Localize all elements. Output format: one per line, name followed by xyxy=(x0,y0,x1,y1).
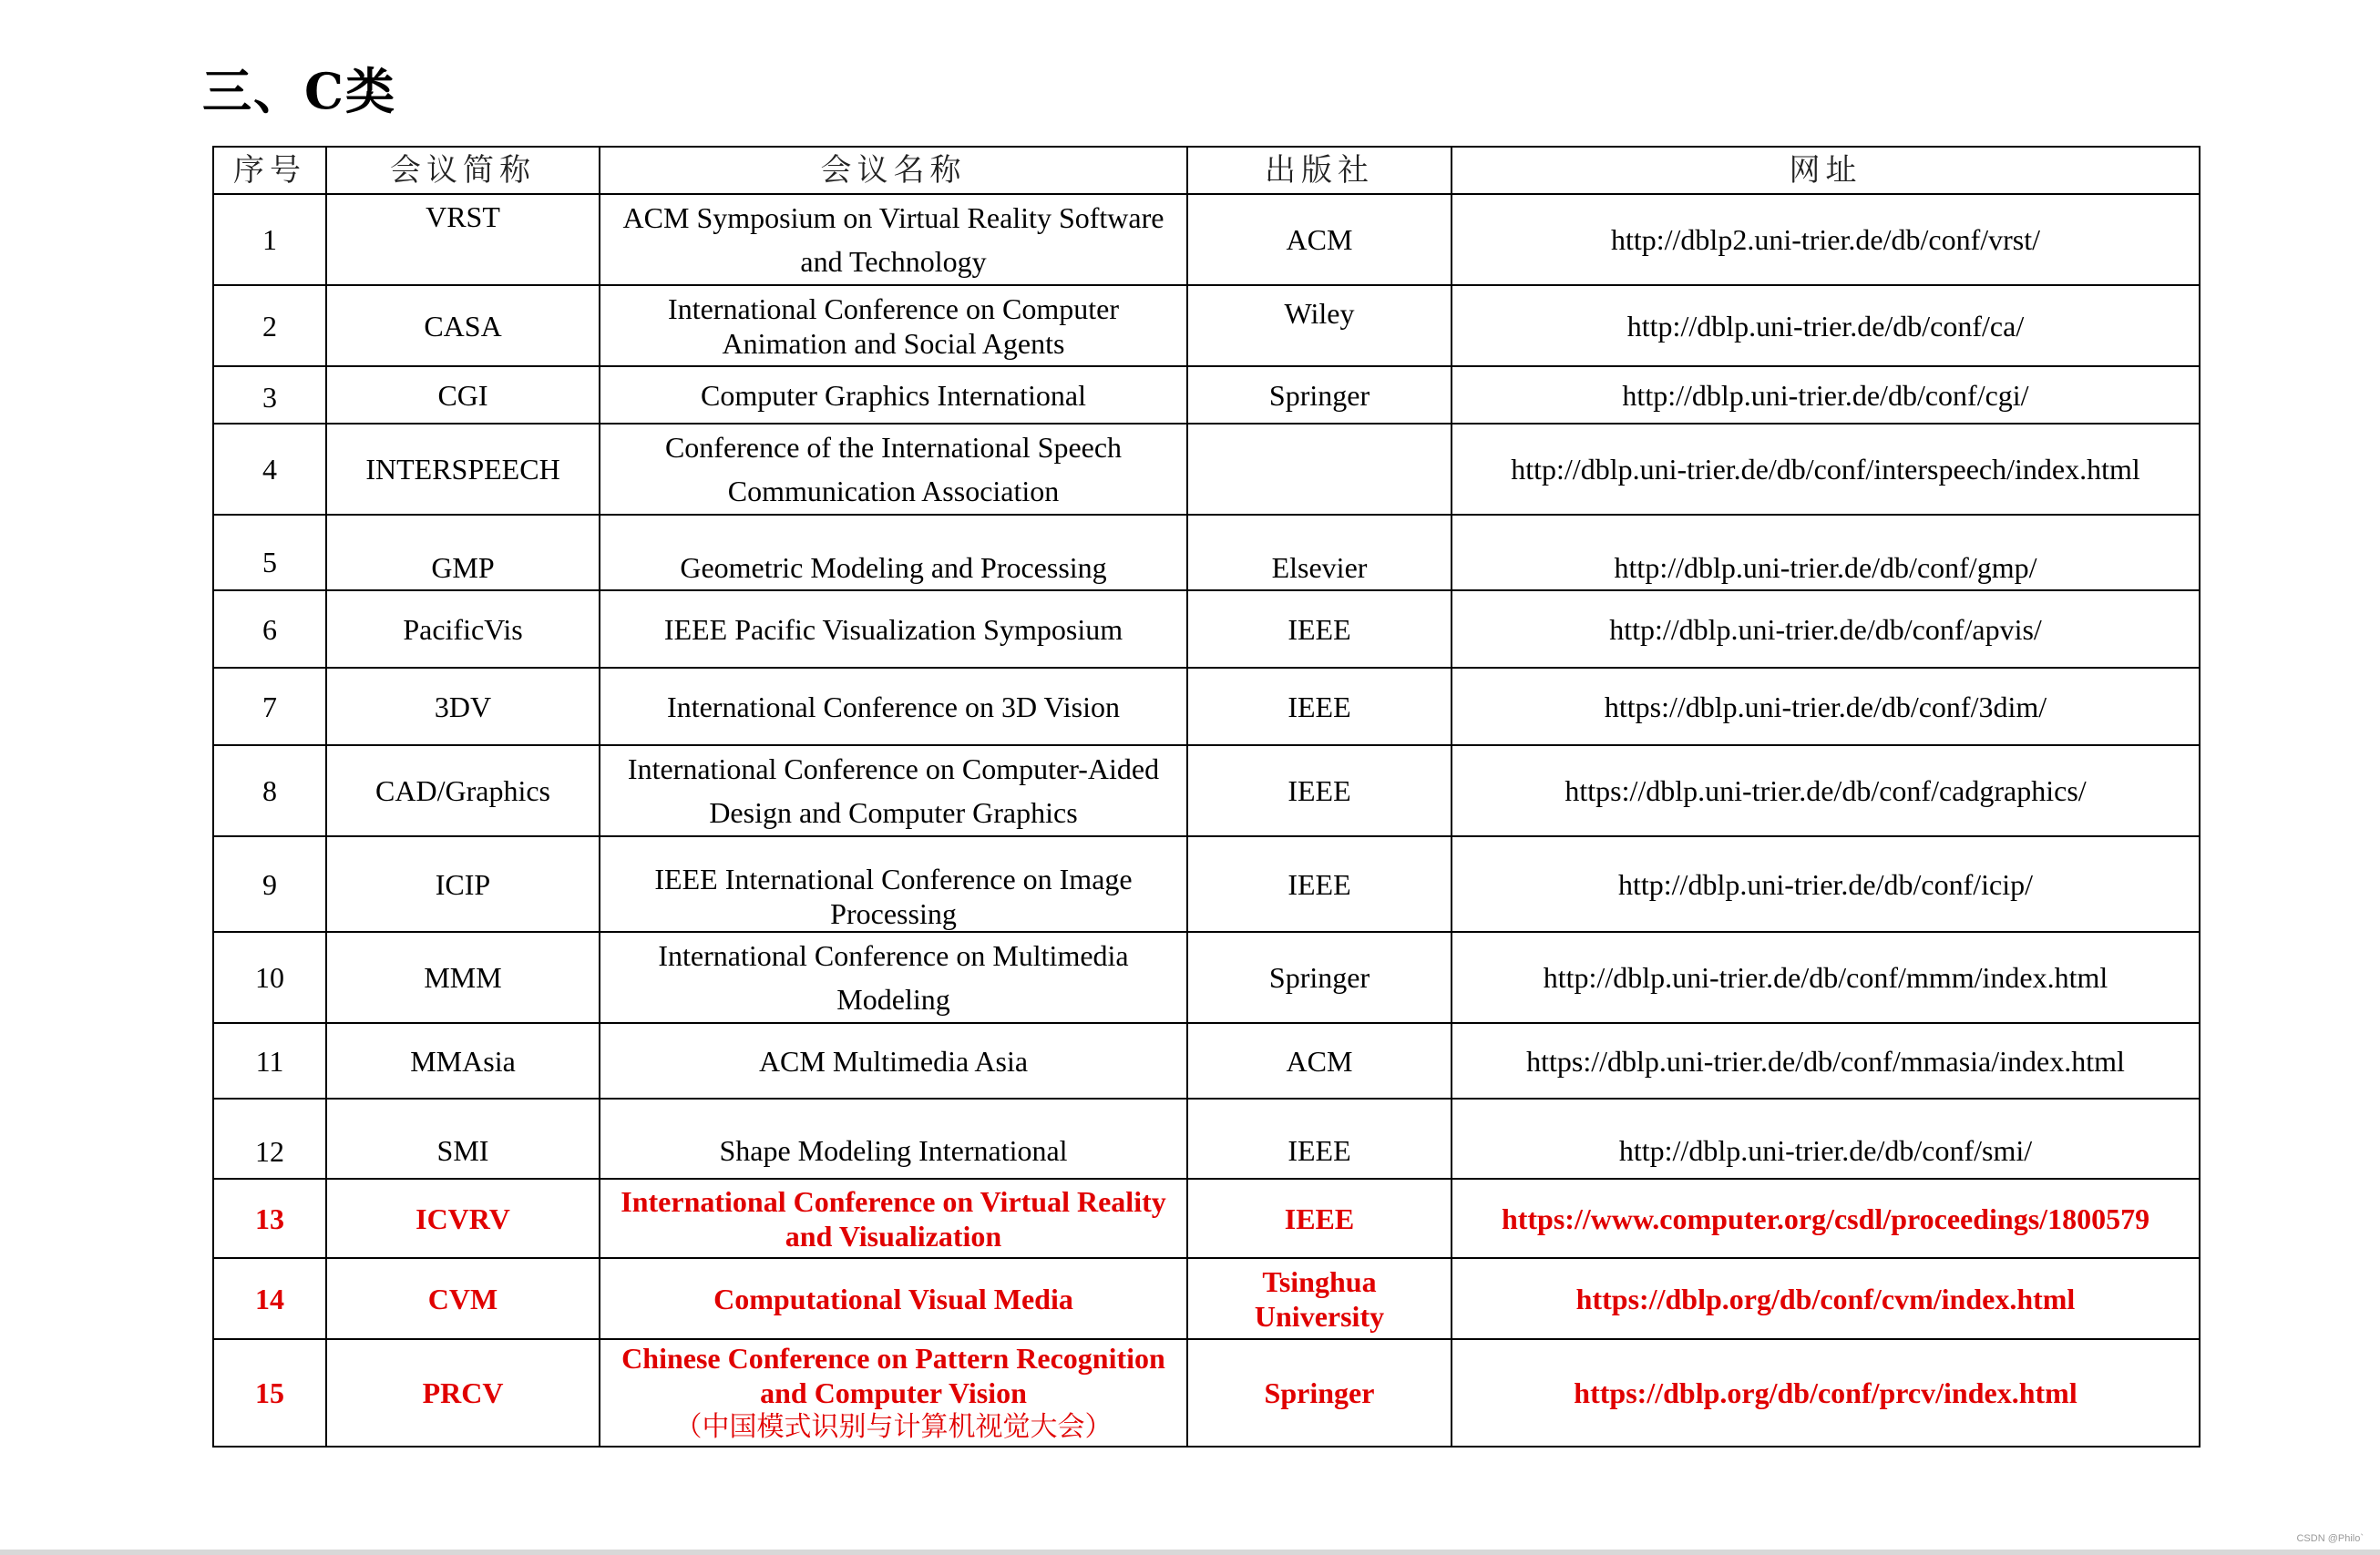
cell-name: ACM Multimedia Asia xyxy=(600,1023,1187,1099)
cell-name: International Conference on Computer Animation and Social Agents xyxy=(600,285,1187,366)
cell-abbr: MMM xyxy=(326,932,600,1023)
cell-index: 8 xyxy=(213,745,326,836)
cell-abbr: CAD/Graphics xyxy=(326,745,600,836)
header-name: 会议名称 xyxy=(600,147,1187,194)
cell-name: International Conference on Multimedia Modeling xyxy=(600,932,1187,1023)
cell-index: 7 xyxy=(213,668,326,745)
cell-url[interactable]: http://dblp.uni-trier.de/db/conf/apvis/ xyxy=(1452,590,2200,668)
cell-index: 13 xyxy=(213,1179,326,1258)
cell-index: 9 xyxy=(213,836,326,932)
cell-publisher: Elsevier xyxy=(1187,515,1452,590)
cell-abbr: SMI xyxy=(326,1099,600,1179)
cell-abbr: 3DV xyxy=(326,668,600,745)
watermark: CSDN @Philo` xyxy=(2296,1533,2364,1544)
cell-abbr: CGI xyxy=(326,366,600,424)
cell-url[interactable]: http://dblp.uni-trier.de/db/conf/mmm/index.html xyxy=(1452,932,2200,1023)
table-row xyxy=(213,424,2200,515)
cell-url[interactable]: https://dblp.uni-trier.de/db/conf/mmasia/index.html xyxy=(1452,1023,2200,1099)
cell-name: IEEE Pacific Visualization Symposium xyxy=(600,590,1187,668)
table-row xyxy=(213,590,2200,668)
cell-index: 4 xyxy=(213,424,326,515)
cell-publisher: IEEE xyxy=(1187,1179,1452,1258)
cell-name: Computer Graphics International xyxy=(600,366,1187,424)
cell-index: 1 xyxy=(213,194,326,285)
cell-name: Shape Modeling International xyxy=(600,1099,1187,1179)
cell-name: International Conference on 3D Vision xyxy=(600,668,1187,745)
cell-url[interactable]: http://dblp.uni-trier.de/db/conf/smi/ xyxy=(1452,1099,2200,1179)
table-row xyxy=(213,285,2200,366)
header-url: 网址 xyxy=(1452,147,2200,194)
cell-abbr: VRST xyxy=(326,194,600,285)
table-row xyxy=(213,668,2200,745)
cell-url[interactable]: https://dblp.uni-trier.de/db/conf/3dim/ xyxy=(1452,668,2200,745)
cell-url[interactable]: http://dblp.uni-trier.de/db/conf/interspeech/index.html xyxy=(1452,424,2200,515)
cell-url[interactable]: http://dblp.uni-trier.de/db/conf/icip/ xyxy=(1452,836,2200,932)
cell-name: Computational Visual Media xyxy=(600,1258,1187,1339)
cell-index: 11 xyxy=(213,1023,326,1099)
cell-url[interactable]: http://dblp.uni-trier.de/db/conf/cgi/ xyxy=(1452,366,2200,424)
table-row xyxy=(213,1023,2200,1099)
cell-name: Geometric Modeling and Processing xyxy=(600,515,1187,590)
table-row-highlighted xyxy=(213,1179,2200,1258)
table-row xyxy=(213,932,2200,1023)
cell-name-cn: （中国模式识别与计算机视觉大会） xyxy=(674,1411,1113,1443)
table-row xyxy=(213,515,2200,590)
table-row xyxy=(213,1099,2200,1179)
table-row xyxy=(213,745,2200,836)
cell-publisher xyxy=(1187,424,1452,515)
header-publisher: 出版社 xyxy=(1187,147,1452,194)
cell-url[interactable]: https://dblp.org/db/conf/cvm/index.html xyxy=(1452,1258,2200,1339)
cell-publisher: Tsinghua University xyxy=(1187,1258,1452,1339)
cell-publisher: IEEE xyxy=(1187,836,1452,932)
table-row-highlighted xyxy=(213,1258,2200,1339)
cell-url[interactable]: http://dblp.uni-trier.de/db/conf/ca/ xyxy=(1452,285,2200,366)
section-heading: 三、C类 xyxy=(202,62,396,120)
cell-abbr: MMAsia xyxy=(326,1023,600,1099)
cell-name: International Conference on Computer-Aided Design and Computer Graphics xyxy=(600,745,1187,836)
conference-table xyxy=(212,146,2200,1448)
page-bottom-bar xyxy=(0,1550,2380,1555)
cell-abbr: GMP xyxy=(326,515,600,590)
cell-url[interactable]: https://www.computer.org/csdl/proceedings/1800579 xyxy=(1452,1179,2200,1258)
table-row xyxy=(213,836,2200,932)
cell-publisher: Springer xyxy=(1187,932,1452,1023)
cell-index: 2 xyxy=(213,285,326,366)
cell-index: 14 xyxy=(213,1258,326,1339)
header-index: 序号 xyxy=(213,147,326,194)
cell-url[interactable]: https://dblp.uni-trier.de/db/conf/cadgraphics/ xyxy=(1452,745,2200,836)
header-abbr: 会议简称 xyxy=(326,147,600,194)
cell-index: 10 xyxy=(213,932,326,1023)
cell-publisher: IEEE xyxy=(1187,745,1452,836)
cell-publisher: Springer xyxy=(1187,366,1452,424)
cell-name xyxy=(600,1339,1187,1447)
cell-abbr: PRCV xyxy=(326,1339,600,1447)
cell-name: ACM Symposium on Virtual Reality Software and Technology xyxy=(600,194,1187,285)
cell-publisher: IEEE xyxy=(1187,668,1452,745)
cell-name-en: Chinese Conference on Pattern Recognition and Computer Vision xyxy=(621,1342,1165,1409)
cell-abbr: CVM xyxy=(326,1258,600,1339)
cell-index: 15 xyxy=(213,1339,326,1447)
cell-index: 12 xyxy=(213,1099,326,1179)
cell-url[interactable]: http://dblp.uni-trier.de/db/conf/gmp/ xyxy=(1452,515,2200,590)
cell-abbr: INTERSPEECH xyxy=(326,424,600,515)
cell-name: International Conference on Virtual Reality and Visualization xyxy=(600,1179,1187,1258)
cell-url[interactable]: http://dblp2.uni-trier.de/db/conf/vrst/ xyxy=(1452,194,2200,285)
cell-publisher: ACM xyxy=(1187,1023,1452,1099)
cell-abbr: CASA xyxy=(326,285,600,366)
cell-index: 3 xyxy=(213,366,326,424)
table-header-row xyxy=(213,147,2200,194)
table-row xyxy=(213,366,2200,424)
cell-publisher: ACM xyxy=(1187,194,1452,285)
cell-publisher: Wiley xyxy=(1187,285,1452,366)
cell-publisher: IEEE xyxy=(1187,590,1452,668)
cell-publisher: Springer xyxy=(1187,1339,1452,1447)
cell-name: Conference of the International Speech Communication Association xyxy=(600,424,1187,515)
cell-abbr: ICIP xyxy=(326,836,600,932)
cell-url[interactable]: https://dblp.org/db/conf/prcv/index.html xyxy=(1452,1339,2200,1447)
cell-name: IEEE International Conference on Image Processing xyxy=(600,836,1187,932)
cell-index: 6 xyxy=(213,590,326,668)
cell-publisher: IEEE xyxy=(1187,1099,1452,1179)
table-row xyxy=(213,194,2200,285)
table-row-highlighted xyxy=(213,1339,2200,1447)
cell-abbr: ICVRV xyxy=(326,1179,600,1258)
cell-index: 5 xyxy=(213,515,326,590)
cell-abbr: PacificVis xyxy=(326,590,600,668)
